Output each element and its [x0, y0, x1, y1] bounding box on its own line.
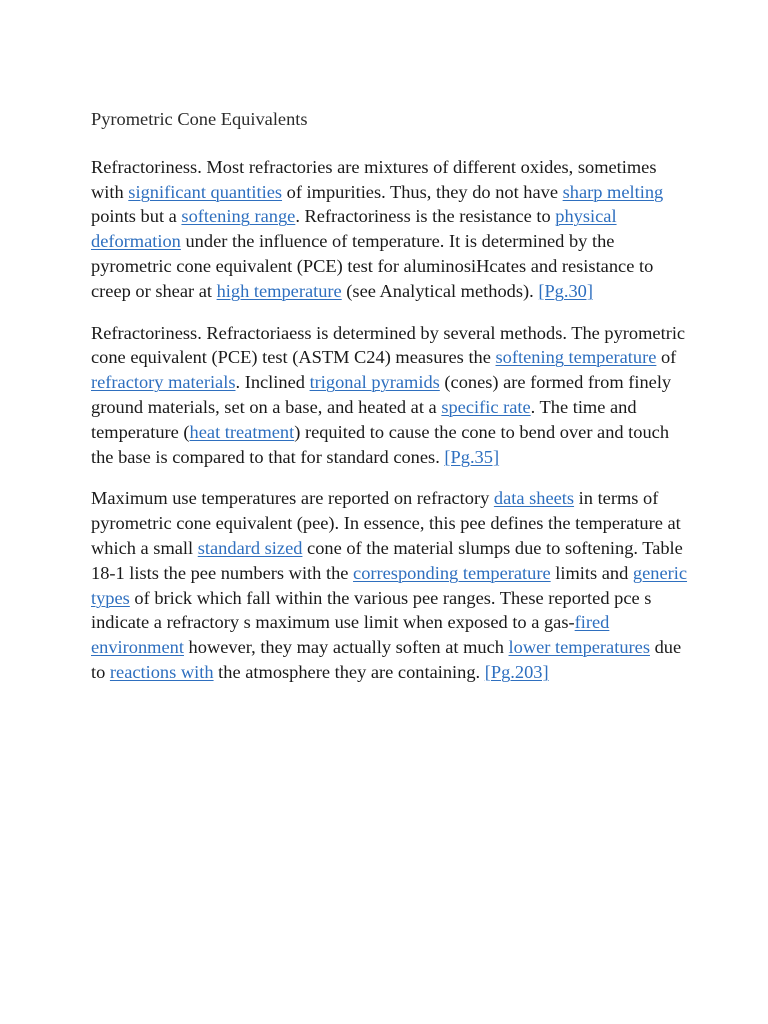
paragraph-text: . Refractoriness is the resistance to: [295, 206, 556, 227]
paragraph-text: of brick which fall within the various pee ranges. These reported pce s indicate a refractory s maximum use limit when exposed to a gas-: [91, 587, 652, 633]
paragraph-text: (see Analytical methods).: [341, 280, 539, 301]
paragraph-text: Refractoriness. Refractoriaess is determined by several methods. The pyrometric cone equivalent (PCE) test (ASTM C24) measures the: [91, 322, 686, 368]
paragraph-text: due to: [91, 637, 682, 682]
term-link[interactable]: heat treatment: [189, 421, 295, 442]
term-link[interactable]: corresponding temperature: [353, 562, 551, 583]
term-link[interactable]: fired environment: [91, 612, 610, 658]
term-link[interactable]: significant quantities: [128, 181, 283, 202]
paragraph-text: Refractoriness. Most refractories are mixtures of different oxides, sometimes with: [91, 156, 657, 202]
paragraph-text: . The time and temperature (: [91, 396, 637, 442]
paragraph-text: points but a: [91, 206, 182, 227]
paragraph-text: ) requited to cause the cone to bend over and touch the base is compared to that for standard cones.: [91, 421, 670, 467]
term-link[interactable]: high temperature: [216, 280, 342, 301]
term-link[interactable]: generic types: [91, 562, 688, 608]
term-link[interactable]: data sheets: [493, 488, 575, 509]
term-link[interactable]: specific rate: [441, 396, 531, 417]
term-link[interactable]: sharp melting: [562, 181, 664, 202]
paragraph-text: of impurities. Thus, they do not have: [282, 181, 563, 202]
page-reference-link[interactable]: [Pg.203]: [484, 661, 549, 682]
term-link[interactable]: physical deformation: [91, 206, 617, 252]
paragraph-text: Maximum use temperatures are reported on refractory: [91, 488, 494, 509]
paragraph-text: limits and: [550, 562, 633, 583]
paragraph-text: the atmosphere they are containing.: [213, 661, 485, 682]
term-link[interactable]: refractory materials: [91, 372, 236, 393]
page-reference-link[interactable]: [Pg.30]: [538, 280, 593, 301]
term-link[interactable]: standard sized: [197, 537, 303, 558]
paragraph-1: [91, 155, 691, 304]
term-link[interactable]: lower temperatures: [508, 637, 650, 658]
paragraph-text: of: [656, 347, 677, 368]
paragraph-text: cone of the material slumps due to softening. Table 18-1 lists the pee numbers with the: [91, 537, 683, 583]
term-link[interactable]: softening range: [181, 206, 296, 227]
paragraph-text: (cones) are formed from finely ground materials, set on a base, and heated at a: [91, 372, 672, 417]
paragraph-2: [91, 321, 691, 470]
paragraph-text: . Inclined: [235, 372, 310, 393]
document-body: [91, 155, 691, 685]
page-reference-link[interactable]: [Pg.35]: [444, 446, 500, 467]
term-link[interactable]: trigonal pyramids: [309, 372, 440, 393]
document-title: Pyrometric Cone Equivalents: [91, 109, 308, 129]
paragraph-text: in terms of pyrometric cone equivalent (pee). In essence, this pee defines the temperature at which a small: [91, 488, 681, 558]
document-page: [91, 107, 691, 702]
term-link[interactable]: softening temperature: [495, 347, 657, 368]
paragraph-text: under the influence of temperature. It is determined by the pyrometric cone equivalent (PCE) test for aluminosiHcates and resistance to creep or shear at: [91, 231, 654, 301]
paragraph-text: however, they may actually soften at much: [183, 637, 509, 658]
term-link[interactable]: reactions with: [109, 661, 214, 682]
paragraph-3: [91, 486, 691, 684]
